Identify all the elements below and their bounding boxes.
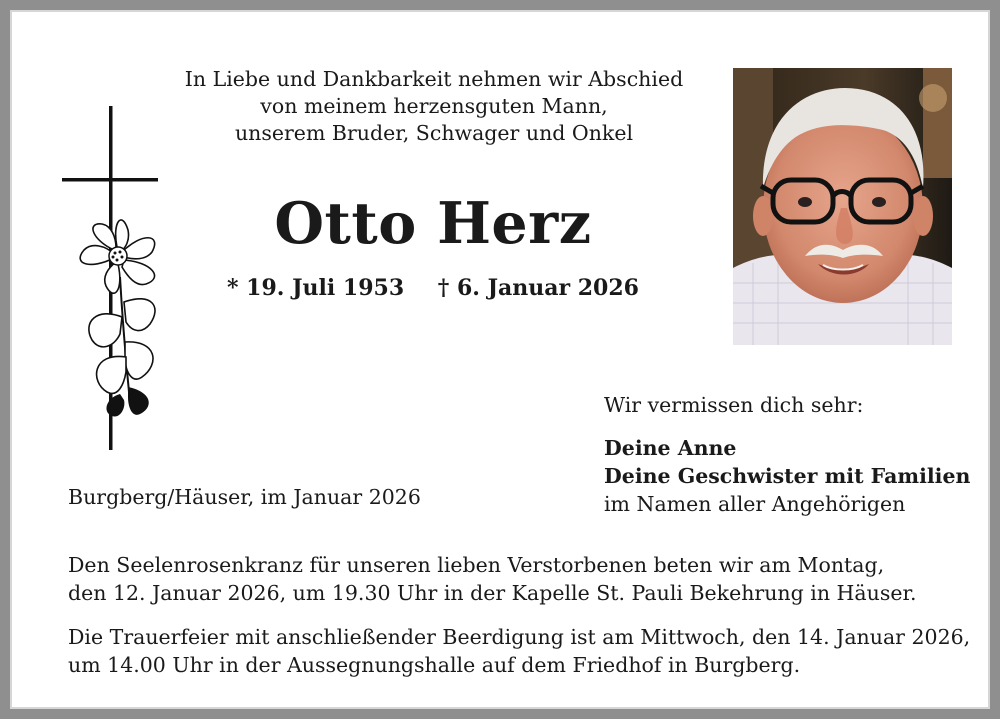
death-date: † 6. Januar 2026 [437,275,639,301]
paragraph-line: um 14.00 Uhr in der Aussegnungshalle auf dem Friedhof in Burgberg. [68,653,801,677]
cross-with-edelweiss-icon [62,102,182,454]
mourner-name: Deine Geschwister mit Familien [604,464,971,488]
mourner-name: Deine Anne [604,436,737,460]
paragraph-line: Den Seelenrosenkranz für unseren lieben Verstorbenen beten wir am Montag, [68,553,885,577]
intro-line: unserem Bruder, Schwager und Onkel [234,121,634,145]
intro-line: In Liebe und Dankbarkeit nehmen wir Abschied [184,67,684,91]
deceased-name: Otto Herz [274,190,592,257]
mourners-note: im Namen aller Angehörigen [604,492,906,516]
signoff-block [604,391,970,518]
birth-date: * 19. Juli 1953 [227,275,405,301]
portrait-photo [733,68,952,345]
rosary-paragraph [68,551,917,607]
place-date: Burgberg/Häuser, im Januar 2026 [68,485,421,509]
paragraph-line: Die Trauerfeier mit anschließender Beerdigung ist am Mittwoch, den 14. Januar 2026, [68,625,971,649]
paragraph-line: den 12. Januar 2026, um 19.30 Uhr in der Kapelle St. Pauli Bekehrung in Häuser. [68,581,917,605]
intro-text [180,66,688,147]
miss-line: Wir vermissen dich sehr: [604,393,864,417]
obituary-card [10,10,990,709]
funeral-paragraph [68,623,970,679]
intro-line: von meinem herzensguten Mann, [260,94,608,118]
life-dates [210,273,656,303]
